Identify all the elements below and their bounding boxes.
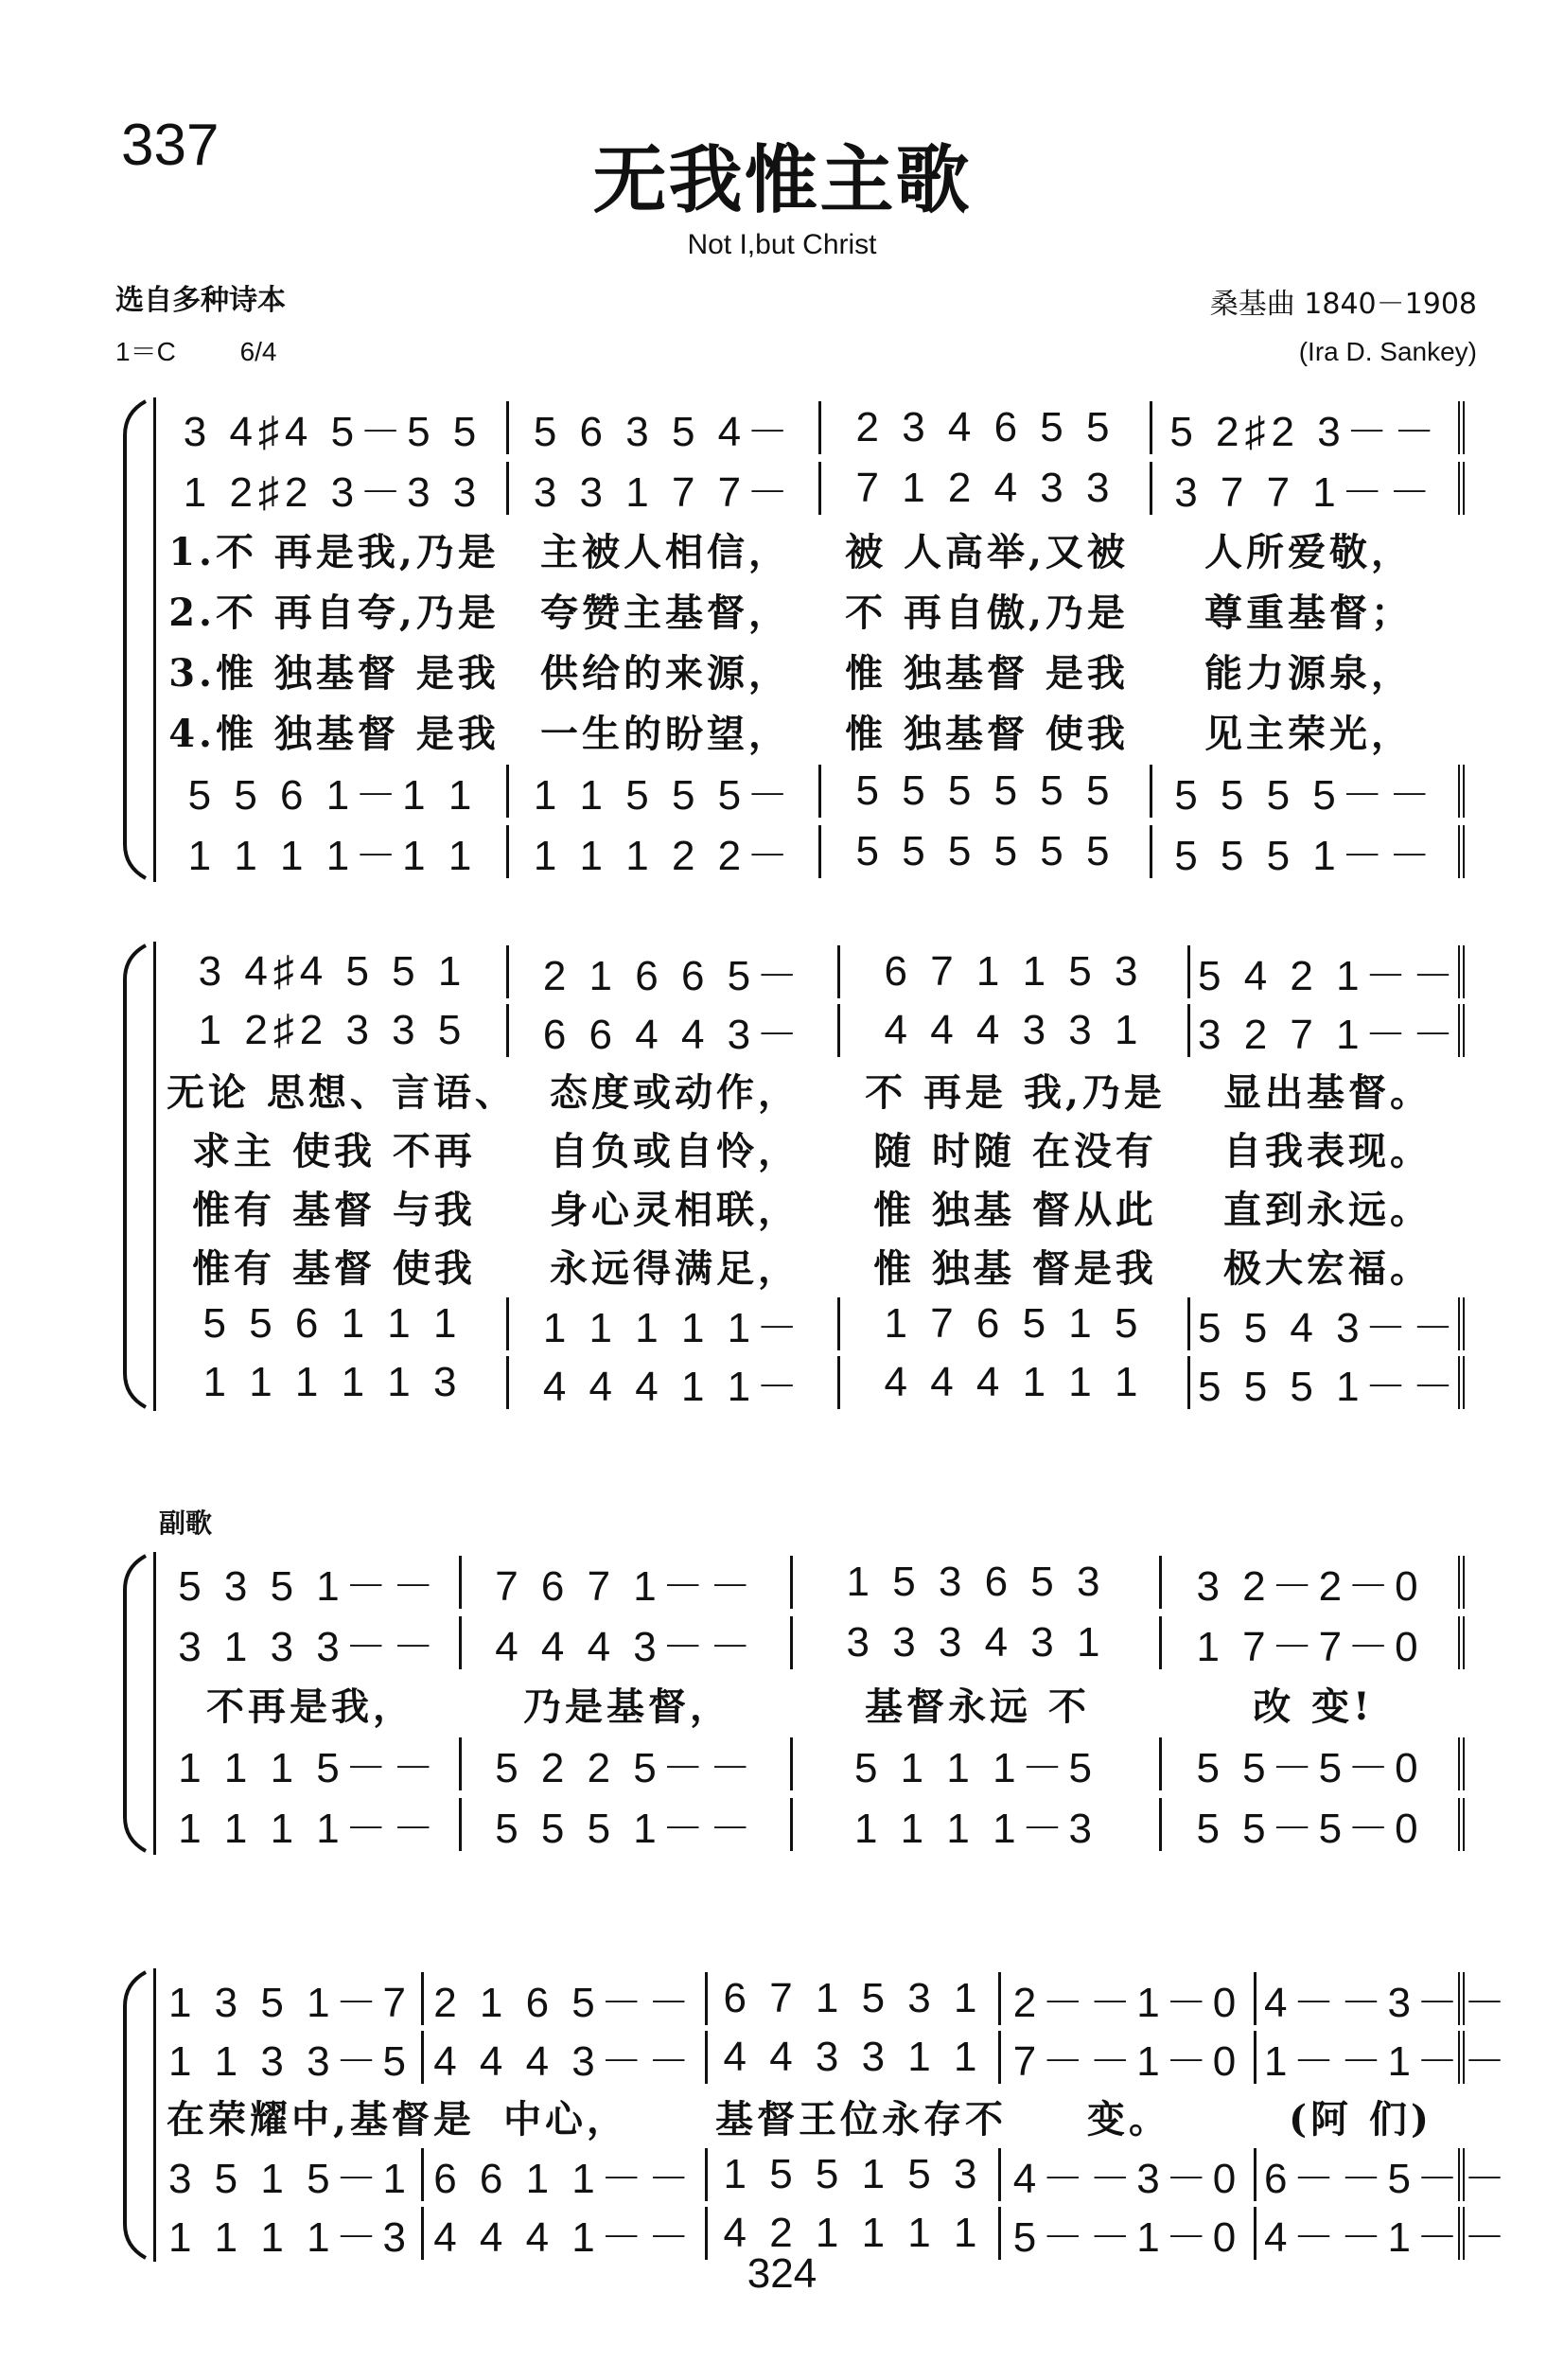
- notes-line: [159, 945, 1465, 998]
- note-measure: 1 1 1 1－3: [159, 2207, 424, 2260]
- note-measure: 1 3 5 1－7: [159, 1972, 424, 2025]
- lyric-measure: 3.惟 独基督 是我: [168, 650, 500, 696]
- note-measure: 1 1 1 1 1－: [509, 1297, 840, 1350]
- note-measure: 4 4 4 1－－: [424, 2207, 708, 2260]
- note-measure: 5 2 2 5－－: [462, 1737, 793, 1790]
- notes-line: [159, 1356, 1465, 1409]
- lyric-measure: 显出基督。: [1223, 1069, 1432, 1115]
- note-measure: 1 1 1 1 1 3: [159, 1356, 509, 1409]
- composer-english: (Ira D. Sankey): [1298, 337, 1477, 366]
- lyric-line: [159, 1677, 1465, 1730]
- lyric-line: [159, 583, 1465, 636]
- lyric-measure: 人所爱敬，: [1204, 529, 1413, 574]
- note-measure: 5 5 5 1－－: [462, 1798, 793, 1851]
- lyric-measure: 惟 独基督 是我: [845, 650, 1129, 696]
- note-measure: 5 5 5 5－－: [1152, 765, 1465, 818]
- note-measure: 4 4 3 3 1 1: [708, 2031, 1001, 2084]
- note-measure: 6 7 1 1 5 3: [840, 945, 1190, 998]
- note-measure: 1 1 3 3－5: [159, 2031, 424, 2084]
- lyric-measure: 永远得满足，: [550, 1245, 800, 1291]
- note-measure: 5 5 6 1－1 1: [159, 765, 509, 818]
- note-measure: 5 5－5－0: [1162, 1737, 1465, 1790]
- lyric-measure: 基督永远 不: [865, 1684, 1090, 1729]
- note-measure: 5 2♯2 3－－: [1152, 401, 1465, 454]
- note-measure: 5 4 2 1－－: [1190, 945, 1465, 998]
- hymn-title: 无我惟主歌: [592, 137, 972, 223]
- note-measure: 4 2 1 1 1 1: [708, 2207, 1001, 2260]
- notes-line: [159, 825, 1465, 878]
- note-measure: 1 2♯2 3 3 5: [159, 1004, 509, 1057]
- system-start-line: [153, 1552, 156, 1855]
- lyric-line: [159, 643, 1465, 696]
- note-measure: 4 4 4 1 1 1: [840, 1356, 1190, 1409]
- note-measure: 5 5 5 5 5 5: [821, 825, 1152, 878]
- note-measure: 1 1 5 5 5－: [509, 765, 821, 818]
- lyric-measure: 乃是基督，: [523, 1684, 731, 1729]
- notes-line: [159, 1616, 1465, 1669]
- lyric-measure: 惟 独基 督是我: [873, 1245, 1157, 1291]
- note-measure: 2 1 6 5－－: [424, 1972, 708, 2025]
- note-measure: 2 3 4 6 5 5: [821, 401, 1152, 454]
- note-measure: 5 5－5－0: [1162, 1798, 1465, 1851]
- lyric-measure: 不再是我，: [206, 1684, 414, 1729]
- note-measure: 4 4 4 1 1－: [509, 1356, 840, 1409]
- note-measure: 1 1 1 1－1 1: [159, 825, 509, 878]
- note-measure: 3 4♯4 5－5 5: [159, 401, 509, 454]
- note-measure: 7－－1－0: [1001, 2031, 1256, 2084]
- note-measure: 3 2 7 1－－: [1190, 1004, 1465, 1057]
- note-measure: 5 5 5 1－－: [1190, 1356, 1465, 1409]
- note-measure: 1 5 3 6 5 3: [793, 1556, 1162, 1609]
- lyric-measure: 惟有 基督 使我: [192, 1245, 476, 1291]
- lyric-measure: 自负或自怜，: [550, 1128, 800, 1173]
- lyric-measure: 改 变!: [1253, 1684, 1374, 1729]
- lyric-measure: 在荣耀中,基督是: [167, 2096, 475, 2142]
- lyric-measure: 不 再是 我,乃是: [865, 1069, 1166, 1115]
- time-signature: 6/4: [239, 337, 277, 366]
- lyric-line: [159, 522, 1465, 575]
- score-system: [112, 1552, 1482, 1855]
- system-brace: [112, 397, 149, 882]
- note-measure: 3 4♯4 5 5 1: [159, 945, 509, 998]
- note-measure: 3 1 3 3－－: [159, 1616, 462, 1669]
- lyric-measure: 惟 独基督 使我: [845, 711, 1129, 756]
- note-measure: 5 3 5 1－－: [159, 1556, 462, 1609]
- lyric-line: [159, 704, 1465, 757]
- lyric-measure: 被 人高举,又被: [845, 529, 1129, 574]
- lyric-measure: 供给的来源，: [540, 650, 790, 696]
- lyric-measure: 1.不 再是我,乃是: [168, 529, 500, 574]
- note-measure: 6－－5－－: [1256, 2148, 1465, 2201]
- note-measure: 3 3 1 7 7－: [509, 462, 821, 515]
- lyric-measure: 夸赞主基督，: [540, 590, 790, 635]
- composer: 桑基曲 1840－1908: [1209, 288, 1477, 321]
- note-measure: 1 2♯2 3－3 3: [159, 462, 509, 515]
- lyrics-source: 选自多种诗本: [115, 284, 286, 317]
- lyric-measure: 变。: [1087, 2096, 1170, 2142]
- score-system: [112, 397, 1482, 882]
- note-measure: 1 1 1 2 2－: [509, 825, 821, 878]
- note-measure: 3 5 1 5－1: [159, 2148, 424, 2201]
- notes-line: [159, 2207, 1511, 2261]
- lyric-measure: 中心，: [503, 2096, 628, 2142]
- lyric-measure: 无论 思想、言语、: [167, 1069, 517, 1115]
- note-measure: 1 5 5 1 5 3: [708, 2148, 1001, 2201]
- system-start-line: [153, 1968, 156, 2262]
- note-measure: 5 1 1 1－5: [793, 1737, 1162, 1790]
- hymn-subtitle: Not I,but Christ: [687, 229, 877, 260]
- note-measure: 2 1 6 6 5－: [509, 945, 840, 998]
- lyric-measure: 态度或动作，: [550, 1069, 800, 1115]
- notes-line: [159, 2031, 1511, 2085]
- lyric-measure: 主被人相信，: [540, 529, 790, 574]
- lyric-measure: 身心灵相联，: [550, 1187, 800, 1232]
- notes-line: [159, 401, 1465, 454]
- lyric-measure: 惟 独基 督从此: [873, 1187, 1157, 1232]
- note-measure: 3 3 3 4 3 1: [793, 1616, 1162, 1669]
- note-measure: 1 1 1 5－－: [159, 1737, 462, 1790]
- lyric-line: [159, 1063, 1465, 1116]
- note-measure: 6 7 1 5 3 1: [708, 1972, 1001, 2025]
- page-number: 324: [747, 2250, 817, 2297]
- notes-line: [159, 2148, 1511, 2202]
- lyric-measure: 自我表现。: [1223, 1128, 1432, 1173]
- note-measure: 4 4 4 3－－: [424, 2031, 708, 2084]
- note-measure: 5－－1－0: [1001, 2207, 1256, 2260]
- notes-line: [159, 1798, 1465, 1851]
- system-start-line: [153, 942, 156, 1411]
- note-measure: 7 6 7 1－－: [462, 1556, 793, 1609]
- notes-line: [159, 1972, 1511, 2026]
- note-measure: 3 2－2－0: [1162, 1556, 1465, 1609]
- note-measure: 5 5 4 3－－: [1190, 1297, 1465, 1350]
- lyric-measure: (阿 们): [1289, 2096, 1432, 2142]
- note-measure: 1 1 1 1－3: [793, 1798, 1162, 1851]
- note-measure: 1 1 1 1－－: [159, 1798, 462, 1851]
- note-measure: 1－－1－－: [1256, 2031, 1465, 2084]
- note-measure: 5 6 3 5 4－: [509, 401, 821, 454]
- lyric-measure: 不 再自傲,乃是: [845, 590, 1129, 635]
- note-measure: 4－－3－－: [1256, 1972, 1465, 2025]
- note-measure: 2－－1－0: [1001, 1972, 1256, 2025]
- lyric-measure: 尊重基督；: [1204, 590, 1413, 635]
- notes-line: [159, 462, 1465, 515]
- notes-line: [159, 1004, 1465, 1057]
- note-measure: 5 5 5 5 5 5: [821, 765, 1152, 818]
- key-time-signature: [115, 331, 334, 369]
- key-signature: 1＝C: [115, 337, 176, 366]
- lyric-measure: 求主 使我 不再: [192, 1128, 476, 1173]
- note-measure: 6 6 1 1－－: [424, 2148, 708, 2201]
- lyric-measure: 基督王位永存不: [715, 2096, 1007, 2142]
- note-measure: 6 6 4 4 3－: [509, 1004, 840, 1057]
- note-measure: 7 1 2 4 3 3: [821, 462, 1152, 515]
- note-measure: 4－－3－0: [1001, 2148, 1256, 2201]
- lyric-line: [159, 2089, 1465, 2142]
- score-system: [112, 942, 1482, 1411]
- lyric-measure: 见主荣光，: [1204, 711, 1413, 756]
- system-start-line: [153, 397, 156, 882]
- lyric-measure: 2.不 再自夸,乃是: [168, 590, 500, 635]
- note-measure: 4 4 4 3－－: [462, 1616, 793, 1669]
- lyric-measure: 直到永远。: [1223, 1187, 1432, 1232]
- lyric-measure: 随 时随 在没有: [873, 1128, 1157, 1173]
- notes-line: [159, 765, 1465, 818]
- lyric-measure: 极大宏福。: [1223, 1245, 1432, 1291]
- lyric-line: [159, 1239, 1465, 1292]
- notes-line: [159, 1297, 1465, 1350]
- hymn-number: 337: [121, 113, 220, 178]
- system-brace: [112, 942, 149, 1411]
- lyric-line: [159, 1121, 1465, 1174]
- note-measure: 1 7－7－0: [1162, 1616, 1465, 1669]
- score-system: [112, 1968, 1511, 2262]
- notes-line: [159, 1556, 1465, 1609]
- chorus-label: 副歌: [159, 1507, 213, 1539]
- notes-line: [159, 1737, 1465, 1790]
- lyric-measure: 惟有 基督 与我: [192, 1187, 476, 1232]
- system-brace: [112, 1968, 149, 2262]
- note-measure: 1 7 6 5 1 5: [840, 1297, 1190, 1350]
- lyric-measure: 能力源泉，: [1204, 650, 1413, 696]
- note-measure: 3 7 7 1－－: [1152, 462, 1465, 515]
- system-brace: [112, 1552, 149, 1855]
- lyric-measure: 4.惟 独基督 是我: [168, 711, 500, 756]
- note-measure: 5 5 5 1－－: [1152, 825, 1465, 878]
- note-measure: 4 4 4 3 3 1: [840, 1004, 1190, 1057]
- lyric-line: [159, 1180, 1465, 1233]
- note-measure: 4－－1－－: [1256, 2207, 1465, 2260]
- note-measure: 5 5 6 1 1 1: [159, 1297, 509, 1350]
- lyric-measure: 一生的盼望，: [540, 711, 790, 756]
